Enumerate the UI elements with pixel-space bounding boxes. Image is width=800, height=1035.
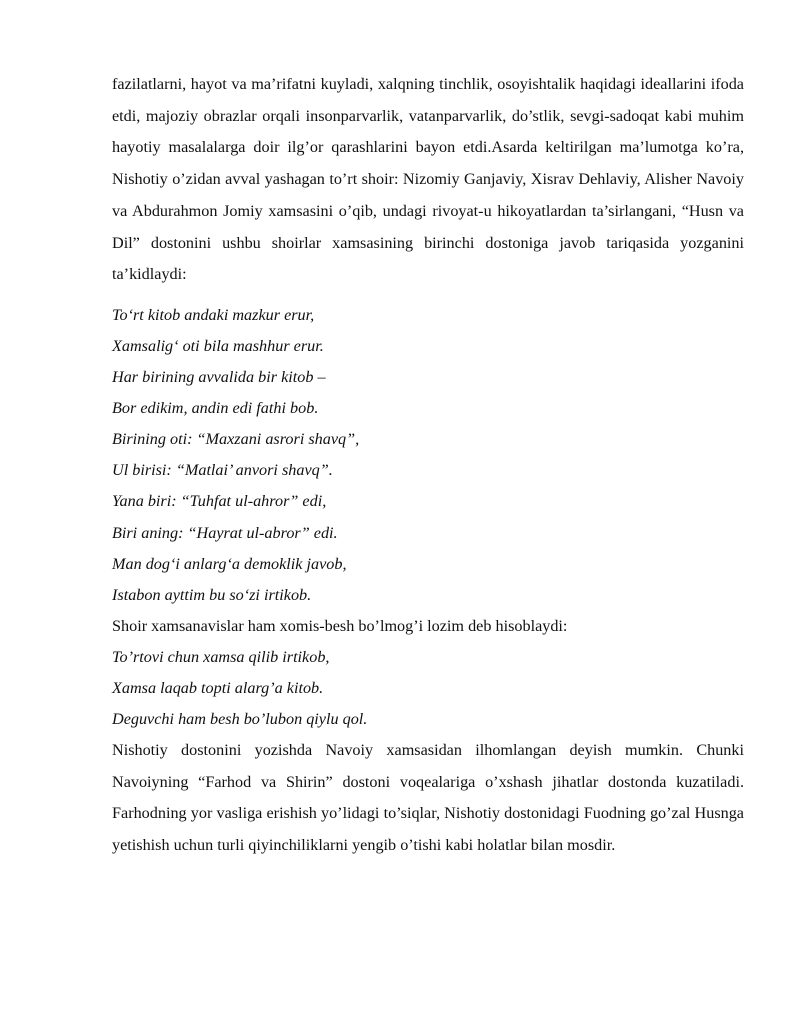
verse-block — [112, 642, 744, 735]
verse-line: Birining oti: “Maxzani asrori shavq”, — [112, 430, 360, 449]
intro-line: Shoir xamsanavislar ham xomis-besh bo’lmog’i lozim deb hisoblaydi: — [112, 616, 568, 635]
verse-line: Yana biri: “Tuhfat ul-ahror” edi, — [112, 492, 327, 511]
verse-line: Har birining avvalida bir kitob – — [112, 368, 326, 387]
verse-line: To‘rt kitob andaki mazkur erur, — [112, 305, 315, 324]
verse-line: Man dog‘i anlarg‘a demoklik javob, — [112, 554, 347, 573]
verse-line: Istabon ayttim bu so‘zi irtikob. — [112, 585, 312, 604]
verse-line: Xamsalig‘ oti bila mashhur erur. — [112, 337, 324, 356]
verse-block — [112, 300, 744, 611]
verse-line: Ul birisi: “Matlai’ anvori shavq”. — [112, 461, 333, 480]
verse-line: Biri aning: “Hayrat ul-abror” edi. — [112, 523, 338, 542]
paragraph: Nishotiy dostonini yozishda Navoiy xamsasidan ilhomlangan deyish mumkin. Chunki Navoiyning “Farhod va Shirin” dostoni voqealariga o’xshash jihatlar dostonda kuzatiladi. Farhodning yor vasliga erishish yo’lidagi to’siqlar, Nishotiy dostonidagi Fuodning go’zal Husnga yetishish uchun turli qiyinchiliklarni yengib o’tishi kabi holatlar bilan mosdir. — [112, 741, 744, 854]
paragraph: fazilatlarni, hayot va ma’rifatni kuyladi, xalqning tinchlik, osoyishtalik haqidagi ideallarini ifoda etdi, majoziy obrazlar orqali insonparvarlik, vatanparvarlik, do’stlik, sevgi-sadoqat kabi muhim hayotiy masalalarga doir ilg’or qarashlarini bayon etdi.Asarda keltirilgan ma’lumotga ko’ra, Nishotiy o’zidan avval yashagan to’rt shoir: Nizomiy Ganjaviy, Xisrav Dehlaviy, Alisher Navoiy va Abdurahmon Jomiy xamsasini o’qib, undagi rivoyat-u hikoyatlardan ta’sirlangani, “Husn va Dil” dostonini ushbu shoirlar xamsasining birinchi dostoniga javob tariqasida yozganini ta’kidlaydi: — [112, 75, 744, 284]
verse-line: Xamsa laqab topti alarg’a kitob. — [112, 679, 324, 698]
document-page — [112, 69, 744, 861]
verse-line: To’rtovi chun xamsa qilib irtikob, — [112, 647, 330, 666]
verse-line: Deguvchi ham besh bo’lubon qiylu qol. — [112, 710, 368, 729]
verse-line: Bor edikim, andin edi fathi bob. — [112, 399, 319, 418]
